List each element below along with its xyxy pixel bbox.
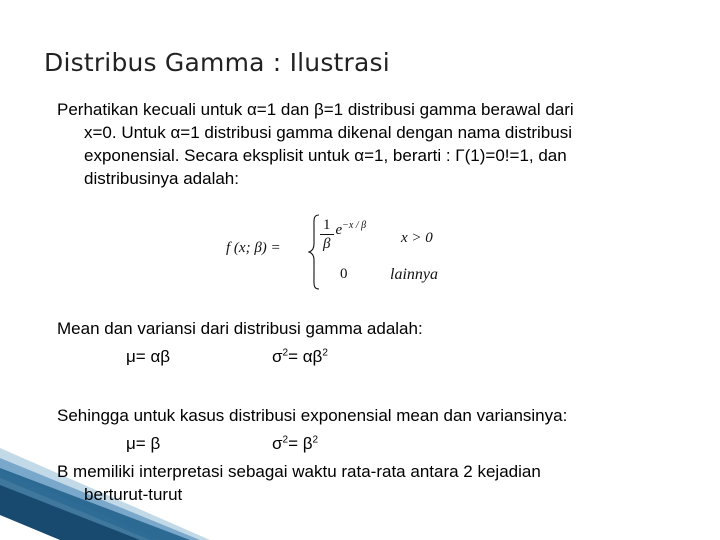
intro-line-1: Perhatikan kecuali untuk α=1 dan β=1 distribusi gamma berawal dari [57,100,574,119]
exponential-variance: $\sigma^2= \beta^2$ [272,434,319,453]
formula-case-1 [320,216,366,253]
gamma-mean: μ= αβ [126,347,171,366]
fraction-numerator: 1 [320,216,334,235]
formula-fraction [320,216,334,253]
formula-case-zero: 0 [340,266,348,282]
exponential-heading: Sehingga untuk kasus distribusi exponensial mean dan variansinya: [57,406,568,425]
mean-variance-heading: Mean dan variansi dari distribusi gamma adalah: [57,319,423,338]
intro-line-2: x=0. Untuk α=1 distribusi gamma dikenal dengan nama distribusi [84,123,572,142]
exponent: −x / β [342,220,367,231]
gamma-variance: $\sigma^2= \alpha\beta^2$ [272,347,328,366]
brace-icon [308,214,320,290]
formula-lhs: f (x; β) = [226,240,281,256]
interpretation-line-1: B memiliki interpretasi sebagai waktu rata-rata antara 2 kejadian [57,462,541,481]
formula-exponential: $e^{-x / \beta}$ [335,220,367,238]
page-title: Distribus Gamma : Ilustrasi [44,48,390,77]
intro-paragraph [57,98,697,190]
intro-line-3: exponensial. Secara eksplisit untuk α=1, berarti : Γ(1)=0!=1, dan [84,146,567,165]
interpretation-line-2: berturut-turut [84,485,183,504]
intro-line-4: distribusinya adalah: [84,169,239,188]
fraction-denominator: β [323,236,331,252]
exponential-mean: μ= β [126,434,161,453]
exponential-pdf-formula [226,210,466,292]
formula-condition-2: lainnya [390,266,438,283]
formula-condition-1: x > 0 [401,230,433,246]
